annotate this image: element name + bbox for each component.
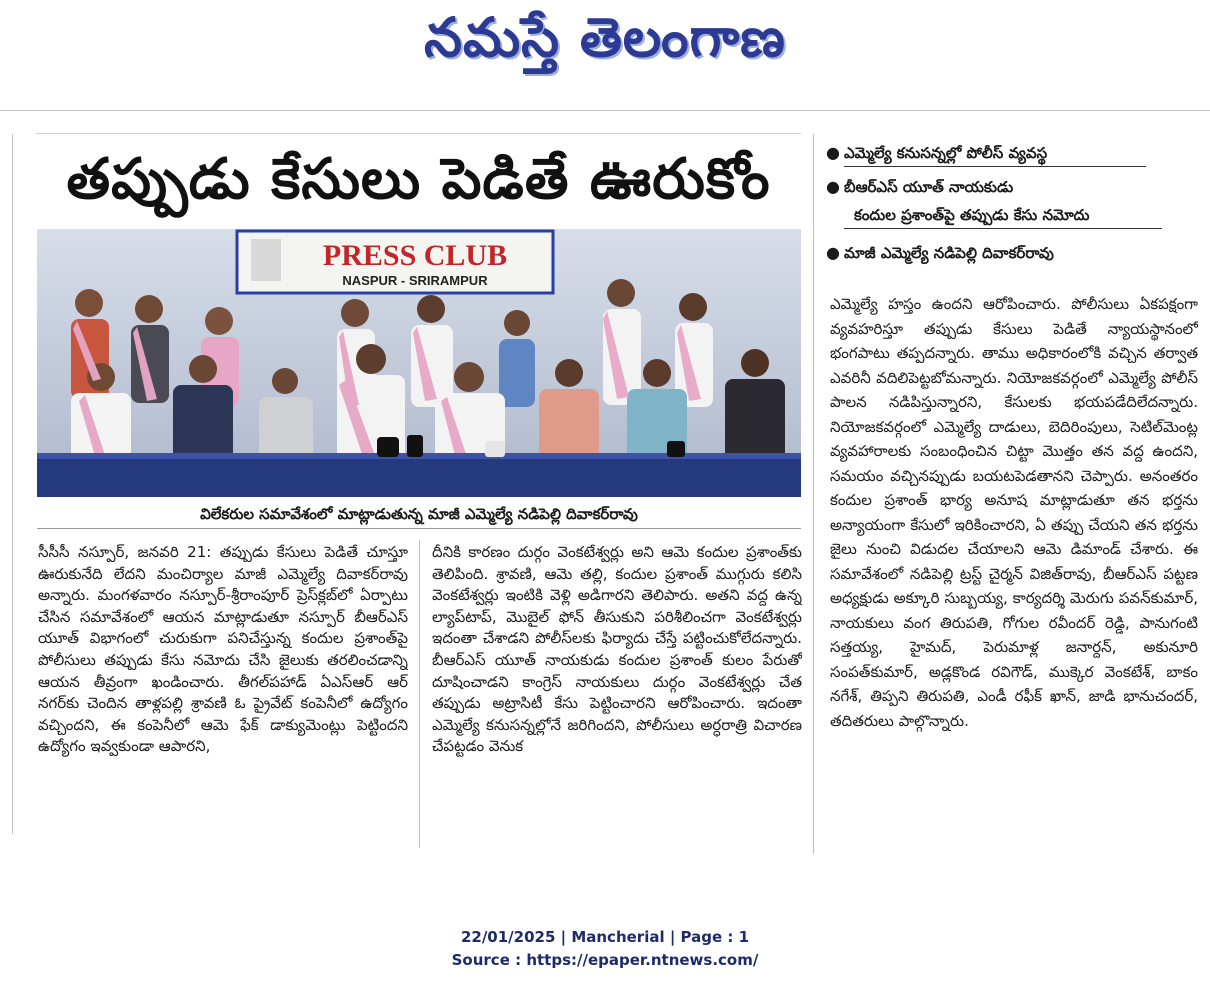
article-top-rule bbox=[36, 133, 801, 134]
highlight-text: బీఆర్ఎస్ యూత్ నాయకుడు bbox=[844, 178, 1014, 196]
footer-date-line: 22/01/2025 | Mancherial | Page : 1 bbox=[460, 928, 750, 946]
highlight-text: ఎమ్మెల్యే కనుసన్నల్లో పోలీస్ వ్యవస్థ bbox=[844, 144, 1048, 162]
masthead bbox=[0, 0, 1210, 111]
press-meet-photo bbox=[37, 229, 801, 497]
divider bbox=[844, 228, 1162, 229]
article-body-column-3: ఎమ్మెల్యే హస్తం ఉందని ఆరోపించారు. పోలీసులు ఏకపక్షంగా వ్యవహరిస్తూ తప్పుడు కేసులు పెడితే న్యాయస్థానంలో భంగపాటు తప్పదన్నారు. తాము అధికారంలోకి వచ్చిన తర్వాత ఎవరినీ వదిలిపెట్టబోమన్నారు. నియోజకవర్గంలో ఎమ్మెల్యే పోలీస్ పాలన నడిపిస్తున్నారని, కేసులకు భయపడేదిలేదన్నారు. నియోజకవర్గంలో ఎమ్మెల్యే దాడులు, బెదిరింపులు, సెటిల్‌మెంట్ల వ్యవహారాలకు సంబంధించిన చిట్టా మొత్తం తన వద్ద ఉందని, సమయం వచ్చినప్పుడు బయటపెడతానని చెప్పారు. అనంతరం కందుల ప్రశాంత్ భార్య అనూష మాట్లాడుతూ తన భర్తను అన్యాయంగా కేసులో ఇరికించారని, ఏ తప్పు చేయని తన భర్తను జైలు నుంచి విడుదల చేయాలని ఆమె డిమాండ్ చేశారు. ఈ సమావేశంలో నడిపెల్లి ట్రస్ట్ చైర్మన్ విజిత్‌రావు, బీఆర్ఎస్ పట్టణ అధ్యక్షుడు అక్కూరి సుబ్బయ్య, కార్యదర్శి మెరుగు పవన్‌కుమార్, నాయకులు వంగ తిరుపతి, గోగుల రవీందర్ రెడ్డి, పానుగంటి సత్తయ్య, హైమద్, పెరుమాళ్ల జనార్దన్, అకునూరి సంపత్‌కుమార్, అడ్లకొండ రవిగౌడ్, ముక్కెర వెంకటేశ్, బాకం నగేశ్, తిప్పని తిరుపతి, ఎండీ రఫీక్ ఖాన్, జాడి భానుచందర్, తదితరులు పాల్గొన్నారు. bbox=[830, 295, 1198, 730]
masthead-logo: నమస్తే తెలంగాణ bbox=[424, 6, 786, 69]
highlight-item bbox=[826, 142, 1047, 164]
press-club-logo bbox=[251, 239, 281, 281]
divider bbox=[844, 166, 1146, 167]
column-divider bbox=[419, 540, 420, 848]
highlight-text: కందుల ప్రశాంత్‌పై తప్పుడు కేసు నమోదు bbox=[854, 206, 1090, 224]
footer-source-line: Source : https://epaper.ntnews.com/ bbox=[451, 951, 759, 969]
article-body-column-1: సీసీసీ నస్పూర్, జనవరి 21: తప్పుడు కేసులు పెడితే చూస్తూ ఊరుకునేది లేదని మంచిర్యాల మాజీ ఎమ్మెల్యే దివాకర్‌రావు అన్నారు. మంగళవారం నస్పూర్-శ్రీరాంపూర్ ప్రెస్‌క్లబ్‌లో ఏర్పాటు చేసిన సమావేశంలో ఆయన మాట్లాడుతూ నస్పూర్ బీఆర్ఎస్ యూత్ విభాగంలో చురుకుగా పనిచేస్తున్న కందుల ప్రశాంత్‌పై పోలీసులు తప్పుడు కేసు నమోదు చేసి జైలుకు తరలించడాన్ని ఆయన తీవ్రంగా ఖండించారు. తీగల్‌పహాడ్ ఏఎస్ఆర్ ఆర్ నగర్‌కు చెందిన తాళ్లపల్లి శ్రావణి ఓ ప్రైవేట్ కంపెనీలో ఉద్యోగం వచ్చిందని, ఈ కంపెనీలో ఆమె ఫేక్ డాక్యుమెంట్లు పెట్టిందని ఉద్యోగం ఇవ్వకుండా ఆపారని, bbox=[38, 543, 408, 756]
highlight-item bbox=[826, 176, 1013, 198]
table-cloth bbox=[37, 455, 801, 497]
bullet-icon: ● bbox=[826, 177, 840, 196]
banner-title: PRESS CLUB bbox=[322, 239, 508, 272]
left-column-rule bbox=[12, 134, 13, 834]
highlight-item-continuation bbox=[854, 204, 1089, 226]
highlight-item bbox=[826, 242, 1054, 264]
bullet-icon: ● bbox=[826, 143, 840, 162]
article-photo bbox=[37, 229, 801, 497]
article-headline: తప్పుడు కేసులు పెడితే ఊరుకోం bbox=[66, 147, 771, 212]
article-body-column-2: దీనికి కారణం దుర్గం వెంకటేశ్వర్లు అని ఆమె కందుల ప్రశాంత్‌కు తెలిపింది. శ్రావణి, ఆమె తల్లి, కందుల ప్రశాంత్ ముగ్గురు కలిసి వెంకటేశ్వర్లు ఇంటికి వెళ్లి అడిగారని తెలిపారు. అతని వద్ద ఉన్న ల్యాప్‌టాప్, మొబైల్ ఫోన్ తీసుకుని పరిశీలించగా వెంకటేశ్వర్లు ఇదంతా చేశాడని పోలీస్‌లకు ఫిర్యాదు చేస్తే పట్టించుకోలేదన్నారు. బీఆర్ఎస్ యూత్ నాయకుడు కందుల ప్రశాంత్ కులం పేరుతో దూషించాడని కాంగ్రెస్ నాయకులు దుర్గం వెంకటేశ్వర్లు చేత తప్పుడు అట్రాసిటీ కేసు పెట్టించారని ఆరోపించారు. ఇదంతా ఎమ్మెల్యే కనుసన్నల్లోనే జరిగిందని, పోలీసులు అర్ధరాత్రి విచారణ చేపట్టడం వెనుక bbox=[432, 543, 802, 756]
highlight-text: మాజీ ఎమ్మెల్యే నడిపెల్లి దివాకర్‌రావు bbox=[844, 244, 1054, 262]
column-divider bbox=[813, 134, 814, 854]
banner-subtitle: NASPUR - SRIRAMPUR bbox=[342, 273, 488, 288]
photo-caption: విలేకరుల సమావేశంలో మాట్లాడుతున్న మాజీ ఎమ్మెల్యే నడిపెల్లి దివాకర్‌రావు bbox=[37, 500, 801, 529]
bullet-icon: ● bbox=[826, 243, 840, 262]
article-highlights bbox=[826, 134, 1198, 274]
